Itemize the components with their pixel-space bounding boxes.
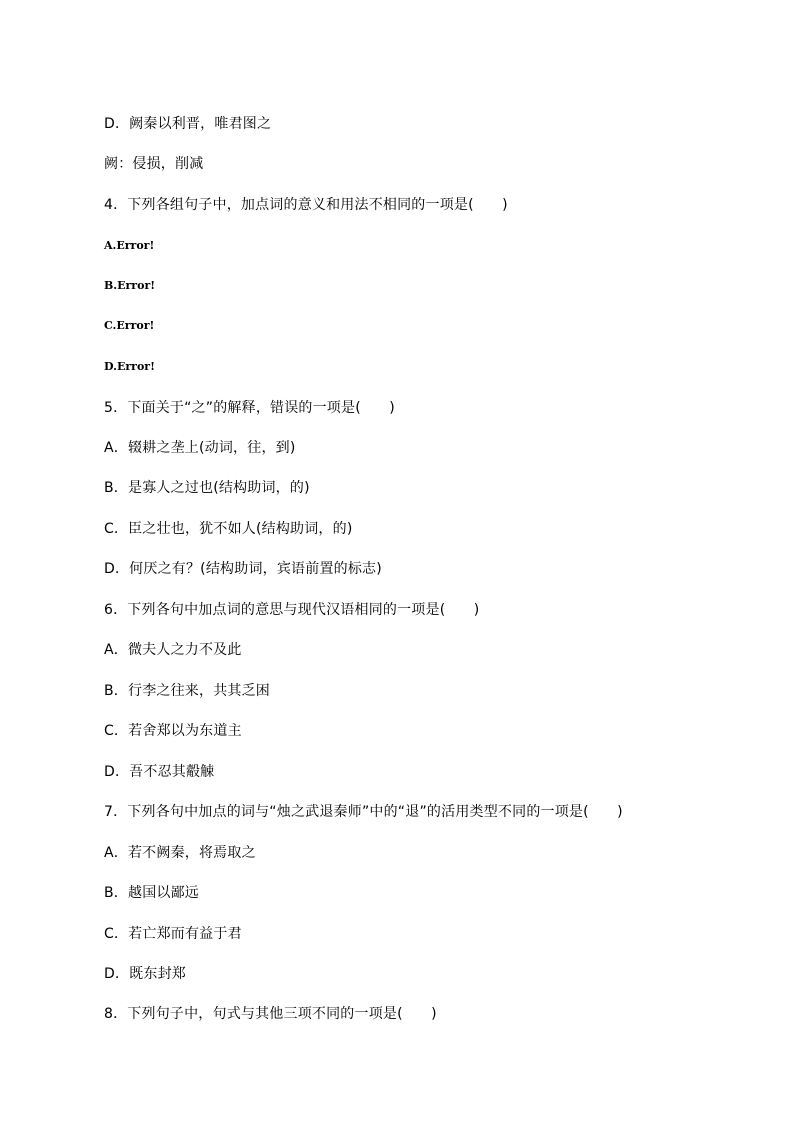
option-d-q4: D.Error! xyxy=(104,360,155,373)
option-c-q7: C．若亡郑而有益于君 xyxy=(104,926,242,942)
option-b-q6: B．行李之往来，共其乏困 xyxy=(104,683,271,699)
option-a-q7: A．若不阙秦，将焉取之 xyxy=(104,845,256,861)
question-4: 4．下列各组句子中，加点词的意义和用法不相同的一项是( ) xyxy=(104,197,508,213)
question-8: 8．下列句子中，句式与其他三项不同的一项是( ) xyxy=(104,1006,437,1022)
question-6: 6．下列各句中加点词的意思与现代汉语相同的一项是( ) xyxy=(104,602,480,618)
option-b-q5: B．是寡人之过也(结构助词，的) xyxy=(104,480,310,496)
option-d-q6: D．吾不忍其觳觫 xyxy=(104,764,215,780)
option-b-q7: B．越国以鄙远 xyxy=(104,885,200,901)
option-d-q7: D．既东封郑 xyxy=(104,966,186,982)
option-a-q4: A.Error! xyxy=(104,239,155,252)
option-b-q4: B.Error! xyxy=(104,279,156,292)
annotation-que: 阙：侵损，削减 xyxy=(104,156,204,172)
option-d-q3: D．阙秦以利晋，唯君图之 xyxy=(104,116,272,132)
option-a-q5: A．辍耕之垄上(动词，往，到) xyxy=(104,440,296,456)
question-5: 5．下面关于“之”的解释，错误的一项是( ) xyxy=(104,400,395,416)
option-a-q6: A．微夫人之力不及此 xyxy=(104,642,242,658)
option-c-q5: C．臣之壮也，犹不如人(结构助词，的) xyxy=(104,521,353,537)
option-c-q6: C．若舍郑以为东道主 xyxy=(104,723,242,739)
option-d-q5: D．何厌之有？(结构助词，宾语前置的标志) xyxy=(104,561,382,577)
question-7: 7．下列各句中加点的词与“烛之武退秦师”中的“退”的活用类型不同的一项是( ) xyxy=(104,804,623,820)
option-c-q4: C.Error! xyxy=(104,319,155,332)
